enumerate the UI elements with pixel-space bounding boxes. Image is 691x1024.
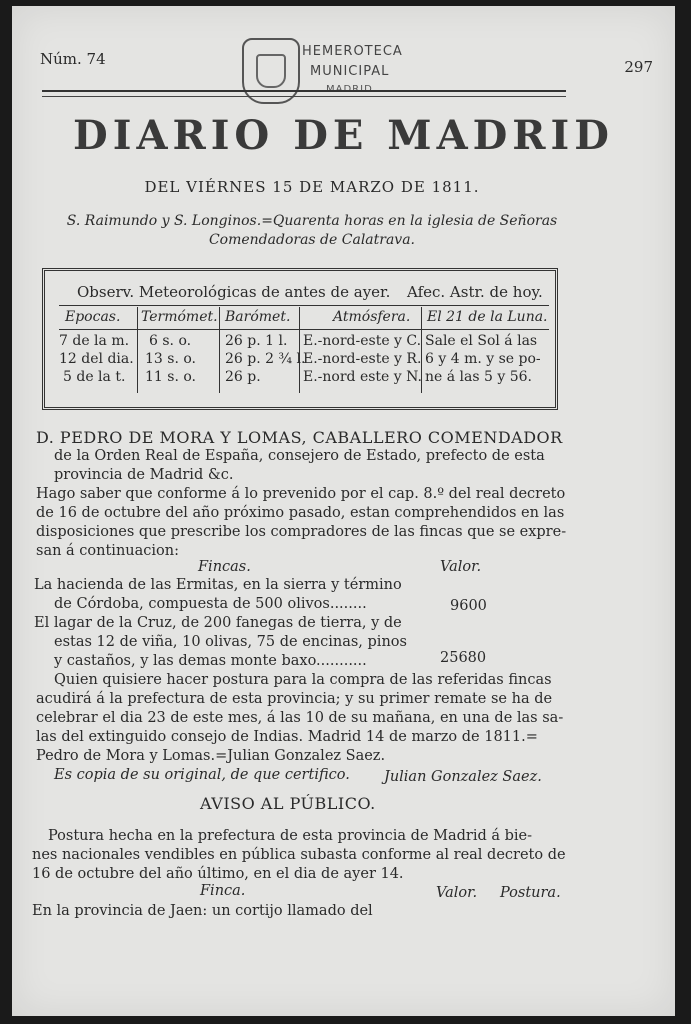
col-divider [219,307,220,393]
certify-signature: Julian Gonzalez Saez. [384,769,542,785]
announcement-line: de la Orden Real de España, consejero de Estado, prefecto de esta [54,448,545,464]
stamp-line-1: HEMEROTECA [302,44,403,59]
table-heading-left: Observ. Meteorológicas de antes de ayer. [77,283,391,301]
finca-1-valor: 9600 [450,598,487,614]
col-label-valor: Valor. [440,559,482,575]
row-2-epoca: 12 del dia. [59,351,134,367]
finca-2-line-3: y castaños, y las demas monte baxo........... [54,653,367,669]
closing-line: Pedro de Mora y Lomas.=Julian Gonzalez Saez. [36,748,386,764]
row-1-termo: 6 s. o. [149,333,192,349]
stamp-line-2: MUNICIPAL [310,64,390,79]
finca-1-line-2: de Córdoba, compuesta de 500 olivos........ [54,596,367,612]
aviso-line: 16 de octubre del año último, en el dia de ayer 14. [32,866,404,882]
header-rule [42,90,566,92]
saints-line-2: Comendadoras de Calatrava. [208,232,416,248]
announcement-heading: D. PEDRO DE MORA Y LOMAS, CABALLERO COMENDADOR [36,428,563,447]
row-2-baro: 26 p. 2 ¾ l. [225,351,306,367]
luna-line-1: Sale el Sol á las [425,333,538,349]
col-divider [299,307,300,393]
closing-line: acudirá á la prefectura de esta provincia; y su primer remate se ha de [36,691,553,707]
issue-number: Núm. 74 [40,50,106,68]
finca-2-line-1: El lagar de la Cruz, de 200 fanegas de tierra, y de [34,615,402,631]
aviso-col-finca: Finca. [200,883,246,899]
row-2-termo: 13 s. o. [145,351,196,367]
closing-line: las del extinguido consejo de Indias. Madrid 14 de marzo de 1811.= [36,729,538,745]
library-stamp [242,38,422,102]
row-2-atmos: E.-nord-este y R. [303,351,422,367]
announcement-line: disposiciones que prescribe los compradores de las fincas que se expre- [36,524,567,540]
row-3-atmos: E.-nord este y N. [303,369,422,385]
table-rule [59,329,549,330]
col-header-epocas: Epocas. [65,309,121,325]
table-heading-right: Afec. Astr. de hoy. [407,283,543,301]
announcement-line: provincia de Madrid &c. [54,467,234,483]
weather-table [42,268,558,410]
aviso-heading: AVISO AL PÚBLICO. [200,794,376,813]
finca-1-line-1: La hacienda de las Ermitas, en la sierra y término [34,577,402,593]
finca-2-valor: 25680 [440,650,487,666]
closing-line: Quien quisiere hacer postura para la compra de las referidas fincas [54,672,552,688]
aviso-line: Postura hecha en la prefectura de esta provincia de Madrid á bie- [48,828,533,844]
newspaper-page [12,6,675,1016]
header-rule-thin [42,96,566,97]
row-1-epoca: 7 de la m. [59,333,130,349]
col-header-termometro: Termómet. [141,309,218,325]
announcement-line: de 16 de octubre del año próximo pasado, estan comprehendidos en las [36,505,565,521]
certify-line: Es copia de su original, de que certifico. [54,767,350,783]
newspaper-title: DIARIO DE MADRID [73,112,614,159]
aviso-col-valor: Valor. [436,885,478,901]
row-3-termo: 11 s. o. [145,369,196,385]
col-header-luna: El 21 de la Luna. [427,309,548,325]
announcement-line: san á continuacion: [36,543,179,559]
table-rule [59,305,549,306]
luna-line-2: 6 y 4 m. y se po- [425,351,541,367]
col-divider [137,307,138,393]
row-3-baro: 26 p. [225,369,261,385]
coat-of-arms-icon [242,38,300,104]
saints-line-1: S. Raimundo y S. Longinos.=Quarenta horas en la iglesia de Señoras [66,213,558,229]
col-label-fincas: Fincas. [198,559,251,575]
finca-2-line-2: estas 12 de viña, 10 olivas, 75 de encinas, pinos [54,634,407,650]
dateline: DEL VIÉRNES 15 DE MARZO DE 1811. [144,178,480,196]
row-3-epoca: 5 de la t. [63,369,126,385]
aviso-last-line: En la provincia de Jaen: un cortijo llamado del [32,903,373,919]
stamp-line-3: MADRID [326,84,373,95]
col-header-atmosfera: Atmósfera. [333,309,411,325]
closing-line: celebrar el dia 23 de este mes, á las 10 de su mañana, en una de las sa- [36,710,564,726]
aviso-line: nes nacionales vendibles en pública subasta conforme al real decreto de [32,847,566,863]
aviso-col-postura: Postura. [500,885,561,901]
luna-line-3: ne á las 5 y 56. [425,369,532,385]
row-1-atmos: E.-nord-este y C. [303,333,422,349]
col-header-barometro: Barómet. [225,309,291,325]
page-number: 297 [624,58,653,76]
announcement-line: Hago saber que conforme á lo prevenido por el cap. 8.º del real decreto [36,486,566,502]
row-1-baro: 26 p. 1 l. [225,333,288,349]
